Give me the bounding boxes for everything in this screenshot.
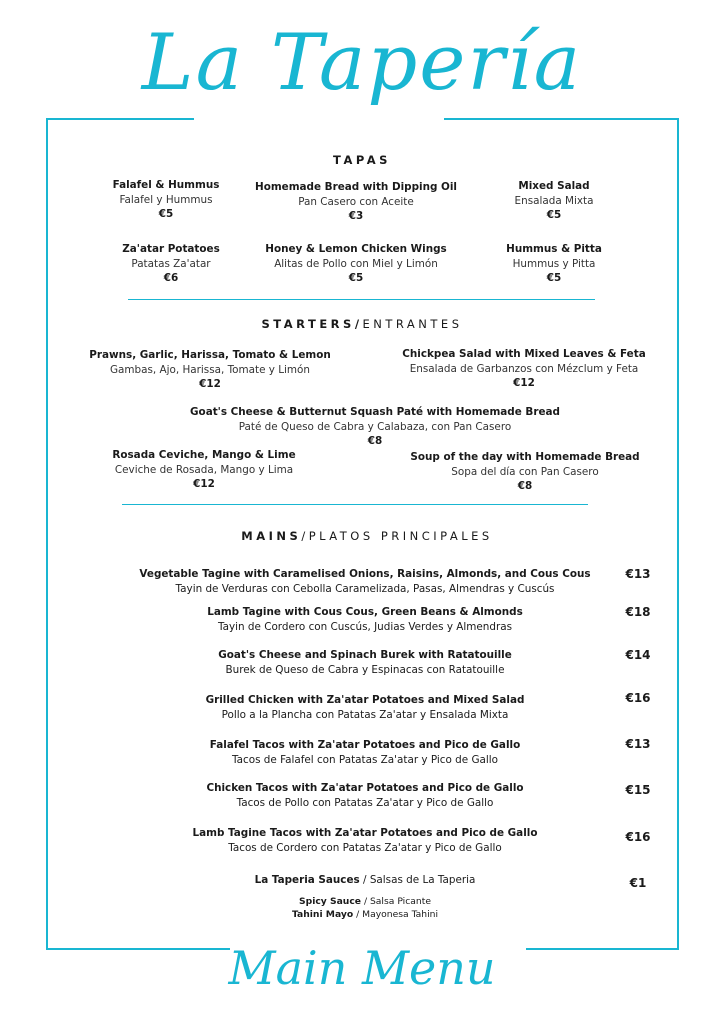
tapas-item: Mixed Salad Ensalada Mixta €5 bbox=[514, 180, 594, 221]
starters-item: Rosada Ceviche, Mango & Lime Ceviche de Rosada, Mango y Lima €12 bbox=[112, 449, 296, 490]
menu-title: La Tapería bbox=[141, 18, 583, 108]
mains-item-price: €13 bbox=[625, 737, 651, 751]
frame-top-left bbox=[46, 118, 194, 120]
mains-item: Falafel Tacos with Za'atar Potatoes and Pico de Gallo Tacos de Falafel con Patatas Za'atar y Pico de Gallo bbox=[209, 739, 521, 766]
mains-item-price: €14 bbox=[625, 648, 651, 662]
sauces-price: €1 bbox=[629, 876, 647, 890]
starters-heading: STARTERS/ENTRANTES bbox=[261, 317, 463, 331]
mains-item-price: €13 bbox=[625, 567, 651, 581]
starters-divider bbox=[122, 504, 588, 505]
starters-item: Chickpea Salad with Mixed Leaves & Feta Ensalada de Garbanzos con Mézclum y Feta €12 bbox=[402, 348, 646, 389]
sauces-line: La Taperia Sauces / Salsas de La Taperia bbox=[254, 874, 476, 886]
tapas-item: Hummus & Pitta Hummus y Pitta €5 bbox=[506, 243, 602, 284]
starters-item: Soup of the day with Homemade Bread Sopa del día con Pan Casero €8 bbox=[410, 451, 640, 492]
mains-item: Grilled Chicken with Za'atar Potatoes and Mixed Salad Pollo a la Plancha con Patatas Za'atar y Ensalada Mixta bbox=[205, 694, 525, 721]
mains-item: Goat's Cheese and Spinach Burek with Ratatouille Burek de Queso de Cabra y Espinacas con Ratatouille bbox=[218, 649, 512, 676]
mains-item-price: €15 bbox=[625, 783, 651, 797]
mains-item: Lamb Tagine with Cous Cous, Green Beans & Almonds Tayin de Cordero con Cuscús, Judias Verdes y Almendras bbox=[207, 606, 523, 633]
tapas-item: Homemade Bread with Dipping Oil Pan Casero con Aceite €3 bbox=[255, 181, 457, 222]
mains-item-price: €18 bbox=[625, 605, 651, 619]
mains-item-price: €16 bbox=[625, 691, 651, 705]
tapas-item: Honey & Lemon Chicken Wings Alitas de Pollo con Miel y Limón €5 bbox=[265, 243, 447, 284]
main-menu-title: Main Menu bbox=[228, 941, 496, 995]
tapas-divider bbox=[128, 299, 595, 300]
sauce-option: Spicy Sauce / Salsa Picante bbox=[299, 896, 431, 907]
mains-item: Vegetable Tagine with Caramelised Onions, Raisins, Almonds, and Cous Cous Tayin de Verduras con Cebolla Caramelizada, Pasas, Almendras y Cuscús bbox=[139, 568, 591, 595]
mains-item: Lamb Tagine Tacos with Za'atar Potatoes and Pico de Gallo Tacos de Cordero con Patatas Za'atar y Pico de Gallo bbox=[192, 827, 538, 854]
frame-top-right bbox=[444, 118, 679, 120]
mains-item-price: €16 bbox=[625, 830, 651, 844]
mains-heading: MAINS/PLATOS PRINCIPALES bbox=[241, 529, 493, 543]
tapas-heading: TAPAS bbox=[333, 153, 391, 167]
starters-item: Goat's Cheese & Butternut Squash Paté with Homemade Bread Paté de Queso de Cabra y Calabaza, con Pan Casero €8 bbox=[190, 406, 560, 447]
tapas-item: Falafel & Hummus Falafel y Hummus €5 bbox=[112, 179, 220, 220]
mains-item: Chicken Tacos with Za'atar Potatoes and Pico de Gallo Tacos de Pollo con Patatas Za'atar y Pico de Gallo bbox=[206, 782, 524, 809]
tapas-item: Za'atar Potatoes Patatas Za'atar €6 bbox=[122, 243, 220, 284]
sauce-option: Tahini Mayo / Mayonesa Tahini bbox=[291, 909, 439, 920]
starters-item: Prawns, Garlic, Harissa, Tomato & Lemon Gambas, Ajo, Harissa, Tomate y Limón €12 bbox=[89, 349, 331, 390]
